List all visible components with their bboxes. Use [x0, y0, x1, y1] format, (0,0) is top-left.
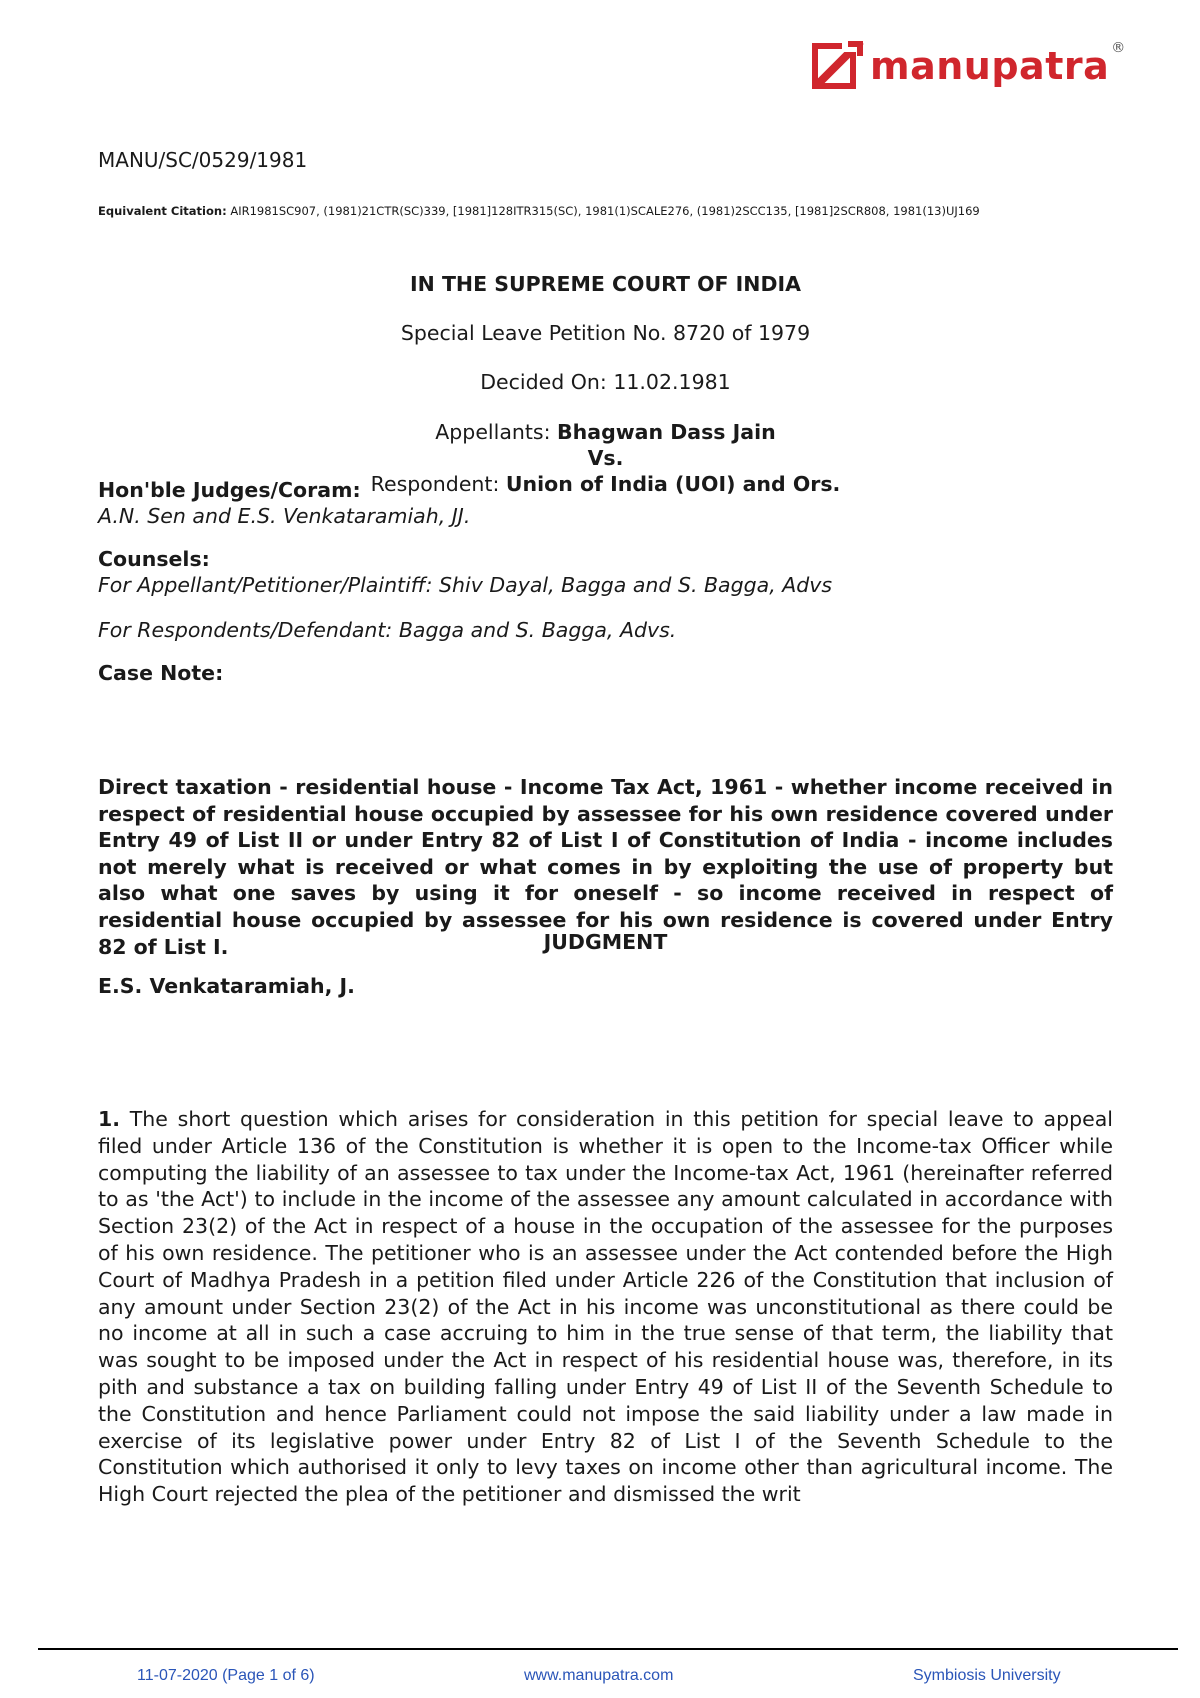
judges-names: A.N. Sen and E.S. Venkataramiah, JJ. [98, 504, 471, 528]
judges-heading: Hon'ble Judges/Coram: [98, 478, 361, 502]
brand-name: manupatra [870, 44, 1110, 88]
equivalent-citation [98, 198, 1113, 224]
appellants-name: Bhagwan Dass Jain [557, 420, 776, 444]
manupatra-logo [812, 40, 1125, 92]
court-name: IN THE SUPREME COURT OF INDIA [410, 272, 801, 296]
registered-mark: ® [1111, 40, 1126, 56]
case-note-text: Direct taxation - residential house - Income Tax Act, 1961 - whether income received in respect of residential house occupied by assessee for his own residence covered under Entry 49 of List II or under Entry 82 of List I of Constitution of India - income includes not merely what is received or what comes in by exploiting the use of property but also what one saves by using it for oneself - so income received in respect of residential house occupied by assessee for his own residence is covered under Entry 82 of List I. [98, 775, 1113, 959]
footer-website-link[interactable]: www.manupatra.com [524, 1667, 674, 1684]
citation-code: MANU/SC/0529/1981 [98, 148, 308, 172]
footer-institution: Symbiosis University [913, 1667, 1061, 1684]
respondent-name: Union of India (UOI) and Ors. [505, 472, 841, 496]
manupatra-logo-icon [812, 40, 864, 92]
versus: Vs. [587, 446, 624, 470]
equivalent-citation-label: Equivalent Citation: [98, 204, 227, 218]
footer-divider [38, 1648, 1178, 1650]
appellants-label: Appellants: [435, 420, 558, 444]
appellant-counsel: For Appellant/Petitioner/Plaintiff: Shiv Dayal, Bagga and S. Bagga, Advs [98, 573, 833, 597]
equivalent-citation-text: AIR1981SC907, (1981)21CTR(SC)339, [1981]128ITR315(SC), 1981(1)SCALE276, (1981)2SCC135, [1981]2SCR808, 1981(13)UJ169 [230, 204, 980, 218]
case-note-heading: Case Note: [98, 661, 224, 685]
paragraph-number: 1. [98, 1107, 121, 1131]
respondent-counsel: For Respondents/Defendant: Bagga and S. Bagga, Advs. [98, 618, 677, 642]
paragraph-text: The short question which arises for consideration in this petition for special leave to appeal filed under Article 136 of the Constitution is whether it is open to the Income-tax Officer while computing the liability of an assessee to tax under the Income-tax Act, 1961 (hereinafter referred to as 'the Act') to include in the income of the assessee any amount calculated in accordance with Section 23(2) of the Act in respect of a house in the occupation of the assessee for the purposes of his own residence. The petitioner who is an assessee under the Act contended before the High Court of Madhya Pradesh in a petition filed under Article 226 of the Constitution that inclusion of any amount under Section 23(2) of the Act in his income was unconstitutional as there could be no income at all in such a case accruing to him in the true sense of that term, the liability that was sought to be imposed under the Act in respect of his residential house was, therefore, in its pith and substance a tax on building falling under Entry 49 of List II of the Seventh Schedule to the Constitution and hence Parliament could not impose the said liability under a law made in exercise of its legislative power under Entry 82 of List I of the Seventh Schedule to the Constitution which authorised it only to levy taxes on income other than agricultural income. The High Court rejected the plea of the petitioner and dismissed the writ [98, 1107, 1113, 1507]
footer-page-info: 11-07-2020 (Page 1 of 6) [137, 1667, 315, 1684]
judgment-heading: JUDGMENT [543, 930, 668, 954]
judgment-author: E.S. Venkataramiah, J. [98, 974, 355, 998]
counsels-heading: Counsels: [98, 547, 210, 571]
respondent-label: Respondent: [370, 472, 506, 496]
decided-on: Decided On: 11.02.1981 [480, 370, 731, 394]
petition-number: Special Leave Petition No. 8720 of 1979 [400, 321, 811, 345]
judgment-paragraph [98, 1106, 1113, 1508]
